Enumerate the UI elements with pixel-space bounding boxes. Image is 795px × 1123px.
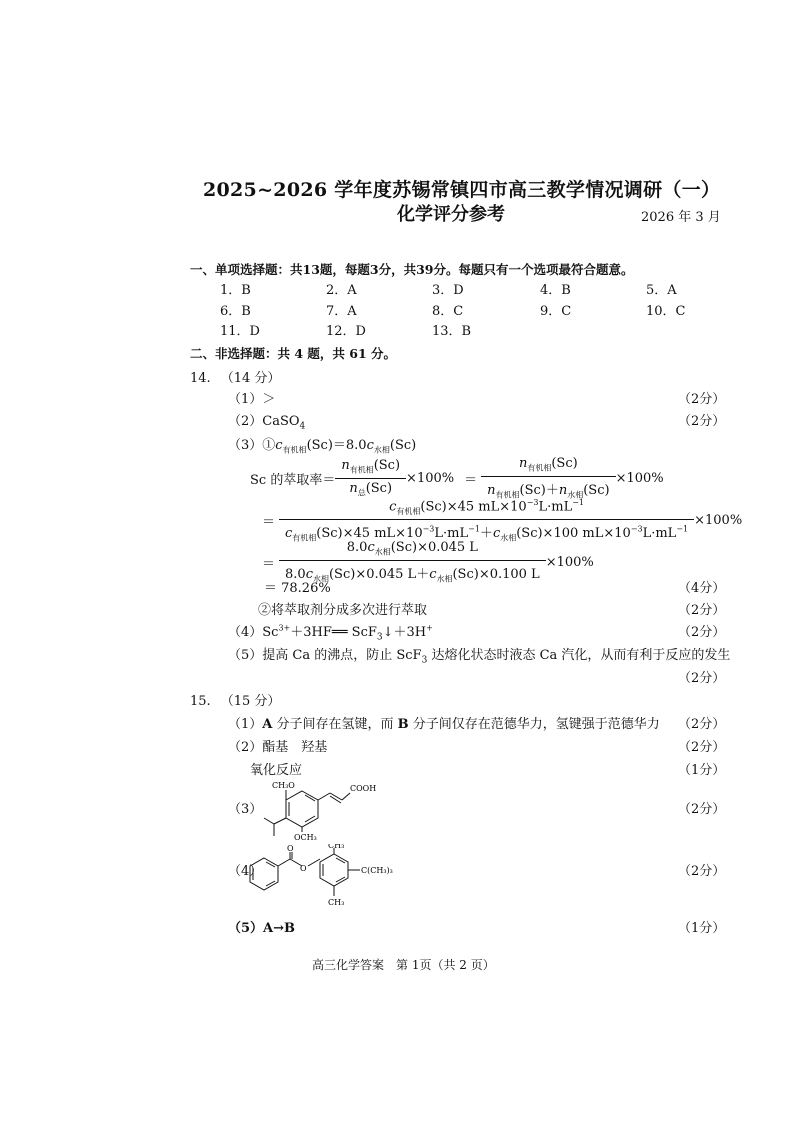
answer-11: 11．D: [220, 324, 260, 339]
section1-heading: 一、单项选择题：共13题，每题3分，共39分。每题只有一个选项最符合题意。: [190, 262, 634, 277]
q14-part3b-score: （2分）: [678, 603, 726, 618]
q14-extraction-volume-formula: ＝ $\frac{c_{有机相}(Sc)\times 45 mL\times 10^{-3}L\cdot mL^{-1}}{c_{有机相}(Sc)\times 45 mL\times 10^{-3}L\cdot mL^{-1}+c_{水相}(Sc)\times 100 mL\times 10^{-3}L\cdot mL^{-1}}$ ×100%: [262, 498, 743, 543]
structure-3-ch3o-label: CH₃O: [272, 781, 295, 790]
page-footer: 高三化学答案 第 1页（共 2 页）: [312, 958, 495, 972]
answer-6: 6．B: [220, 304, 251, 319]
answer-12: 12．D: [326, 324, 366, 339]
q15-part2b-score: （1分）: [678, 763, 726, 778]
answer-9: 9．C: [540, 304, 572, 319]
q15-structure-3: [250, 776, 390, 842]
q15-part4-label: （4）: [228, 864, 263, 879]
q15-part2-score: （2分）: [678, 740, 726, 755]
q14-part2-score: （2分）: [678, 414, 726, 429]
q15-part5-score: （1分）: [678, 921, 726, 936]
page-subtitle: 化学评分参考: [397, 204, 505, 225]
q14-part1: （1）＞: [228, 392, 276, 407]
q14-part3b: ②将萃取剂分成多次进行萃取: [258, 603, 428, 618]
structure-3-och3-label: OCH₃: [294, 833, 317, 842]
q14-extraction-numeric-formula: ＝ $\frac{8.0c_{水相}(Sc)\times 0.045 L}{8.0c_{水相}(Sc)\times 0.045 L+c_{水相}(Sc)\times 0.100 L}$ ×100%: [262, 540, 594, 584]
section2-heading: 二、非选择题：共 4 题，共 61 分。: [190, 346, 397, 361]
q14-part4-equation: $(4)Sc^{3+}+3HF══$ ScF$_3$↓＋3H+: [228, 623, 433, 643]
q15-part2b: 氧化反应: [250, 763, 303, 778]
structure-4-ch3-top: CH₃: [328, 844, 345, 850]
q15-part4-score: （2分）: [678, 864, 726, 879]
q15-part1: （1）A 分子间存在氢键，而 B 分子间仅存在范德华力，氢键强于范德华力: [228, 717, 660, 732]
q15-number: 15. （15 分）: [190, 694, 281, 709]
structure-3-bonds: [264, 790, 350, 836]
page-title: 2025~2026 学年度苏锡常镇四市高三教学情况调研（一）: [203, 179, 721, 201]
q14-extraction-rate-formula: Sc 的萃取率＝ $\frac{n_{有机相}(Sc)}{n_总(Sc)}$ ×100% ＝ $\frac{n_{有机相}(Sc)}{n_{有机相}(Sc)+n_{水相}(Sc)}$ ×100%: [250, 456, 664, 500]
structure-4-tbutyl: C(CH₃)₃: [361, 866, 393, 875]
q14-part3-relation: $(3)①c_{有机相}(Sc)=8.0c_{水相}(Sc)$: [228, 438, 417, 455]
structure-4-ester-o: O: [300, 864, 307, 873]
answer-5: 5．A: [646, 283, 677, 298]
q15-part3-label: （3）: [228, 802, 263, 817]
answer-13: 13．B: [432, 324, 472, 339]
q15-part2: （2）酯基 羟基: [228, 740, 328, 755]
answer-2: 2．A: [326, 283, 357, 298]
answer-7: 7．A: [326, 304, 357, 319]
answer-3: 3．D: [432, 283, 464, 298]
answer-1: 1．B: [220, 283, 251, 298]
q14-part2: （2）CaSO$_4$: [228, 414, 306, 432]
q14-number: 14. （14 分）: [190, 371, 281, 386]
q15-part3-score: （2分）: [678, 802, 726, 817]
q14-part4-score: （2分）: [678, 625, 726, 640]
q14-part5: （5）提高 Ca 的沸点，防止 ScF$_3$ 达熔化状态时液态 Ca 汽化，从而有利于反应的发生: [228, 648, 731, 666]
answer-4: 4．B: [540, 283, 571, 298]
q14-part5-score: （2分）: [678, 671, 726, 686]
page-date: 2026 年 3 月: [641, 210, 721, 225]
q14-result: ＝ 78.26%: [264, 581, 331, 596]
q14-part1-score: （2分）: [678, 392, 726, 407]
structure-4-ch3-bottom: CH₃: [328, 898, 345, 907]
q15-structure-4: [244, 844, 410, 914]
q15-part5: （5）A→B: [228, 921, 296, 936]
q14-part3-score: （4分）: [678, 581, 726, 596]
structure-3-cooh-label: COOH: [350, 784, 377, 793]
structure-4-carbonyl-o: O: [287, 844, 294, 853]
q15-part1-score: （2分）: [678, 717, 726, 732]
answer-10: 10．C: [646, 304, 686, 319]
answer-8: 8．C: [432, 304, 464, 319]
